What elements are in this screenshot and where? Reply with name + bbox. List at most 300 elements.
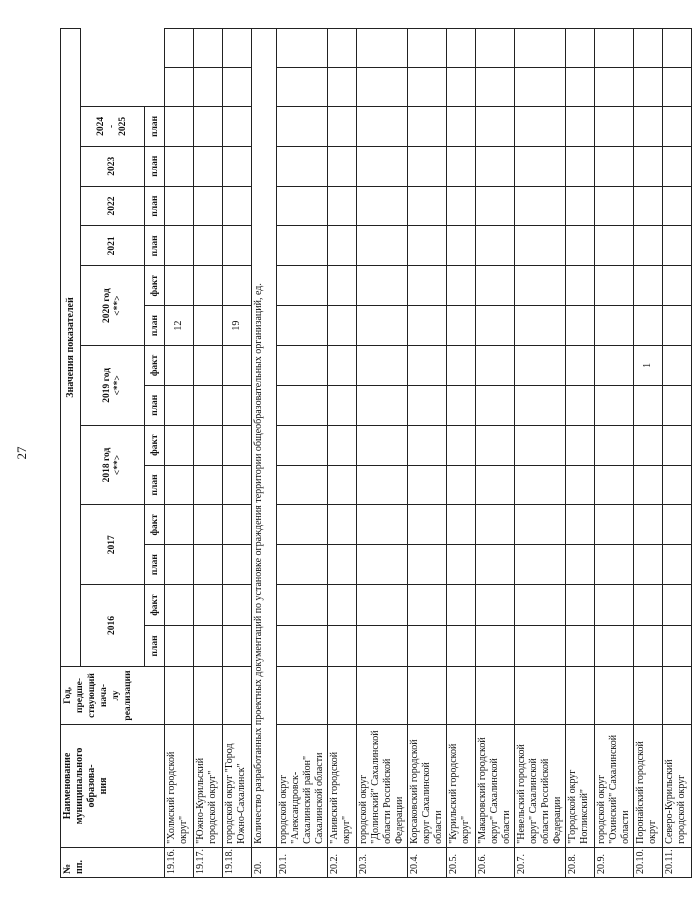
value-cell [634,425,663,465]
value-cell [515,666,566,724]
table-body [165,29,692,878]
value-cell [408,505,447,545]
plan-label: план [145,385,165,425]
value-cell [447,186,476,226]
value-cell [408,545,447,585]
plan-label: план [145,465,165,505]
value-cell [194,666,223,724]
value-cell [328,306,357,346]
value-cell [277,68,328,107]
fact-label: факт [145,266,165,306]
value-cell [277,505,328,545]
year-2020: 2020 год <**> [81,266,145,346]
fact-label: факт [145,425,165,465]
value-cell [223,545,252,585]
header-name: Наименование муниципального образова- ния [61,725,165,848]
value-cell [566,666,595,724]
value-cell [277,106,328,146]
value-cell [595,29,634,68]
value-cell [515,625,566,666]
value-cell [223,266,252,306]
value-cell [515,306,566,346]
municipality-name: "Южно-Курильский городской округ" [194,725,223,848]
value-cell [447,346,476,386]
value-cell [328,666,357,724]
value-cell [165,585,194,626]
value-cell [357,465,408,505]
value-cell [357,68,408,107]
value-cell [566,68,595,107]
municipality-name: "Курильский городской округ" [447,725,476,848]
value-cell [223,186,252,226]
value-cell [447,505,476,545]
value-cell [357,29,408,68]
value-cell [408,625,447,666]
value-cell [515,385,566,425]
table-row [476,29,515,878]
value-cell [595,186,634,226]
value-cell [328,385,357,425]
value-cell: 19 [223,306,252,346]
value-cell [595,146,634,186]
value-cell [194,545,223,585]
table-row [595,29,634,878]
value-cell [595,465,634,505]
value-cell [328,266,357,306]
value-cell [634,68,663,107]
value-cell [663,625,692,666]
value-cell [194,106,223,146]
value-cell [663,666,692,724]
value-cell [277,625,328,666]
value-cell [566,146,595,186]
value-cell [595,425,634,465]
value-cell [223,29,252,68]
value-cell [328,68,357,107]
municipality-name: городской округ "Александровск-Сахалинский район" Сахалинской области [277,725,328,848]
value-cell [566,505,595,545]
value-cell [515,226,566,266]
value-cell [663,505,692,545]
row-number: 19.17. [194,847,223,877]
value-cell [663,346,692,386]
value-cell [634,186,663,226]
value-cell [447,29,476,68]
value-cell [566,266,595,306]
table-row [408,29,447,878]
value-cell [165,106,194,146]
year-2017: 2017 [81,505,145,585]
value-cell [634,146,663,186]
row-number: 20.4. [408,847,447,877]
value-cell [165,186,194,226]
value-cell [277,465,328,505]
row-number: 20.10. [634,847,663,877]
value-cell [476,585,515,626]
value-cell [476,545,515,585]
value-cell [566,346,595,386]
value-cell [165,146,194,186]
municipality-name: городской округ "Охинский" Сахалинской области [595,725,634,848]
row-number: 20.11. [663,847,692,877]
value-cell [476,505,515,545]
value-cell [194,146,223,186]
value-cell [447,385,476,425]
value-cell [595,106,634,146]
value-cell [634,666,663,724]
plan-label: план [145,186,165,226]
value-cell [408,266,447,306]
table-header [61,29,165,878]
value-cell [328,425,357,465]
value-cell [595,306,634,346]
value-cell [408,68,447,107]
value-cell [165,625,194,666]
value-cell [663,29,692,68]
table-row [165,29,194,878]
value-cell [595,385,634,425]
value-cell [328,106,357,146]
value-cell [408,226,447,266]
row-number: 20.2. [328,847,357,877]
value-cell [277,666,328,724]
value-cell [357,585,408,626]
value-cell [595,666,634,724]
value-cell [357,425,408,465]
value-cell [447,306,476,346]
value-cell [328,545,357,585]
value-cell [165,545,194,585]
table-row [194,29,223,878]
value-cell [515,29,566,68]
value-cell [277,266,328,306]
value-cell [515,346,566,386]
value-cell [663,306,692,346]
value-cell [476,306,515,346]
value-cell [634,465,663,505]
value-cell [194,68,223,107]
value-cell [663,186,692,226]
table-row [515,29,566,878]
value-cell [357,306,408,346]
value-cell [634,306,663,346]
value-cell [223,146,252,186]
value-cell [634,625,663,666]
table-row [223,29,252,878]
value-cell [515,465,566,505]
row-number: 19.16. [165,847,194,877]
section-title: Количество разработанных проектных документаций по установке ограждения территории общеобразовательных организаций, ед. [252,29,277,848]
section-number: 20. [252,847,277,877]
row-number: 20.1. [277,847,328,877]
indicator-table [60,28,692,878]
value-cell [566,226,595,266]
value-cell [663,385,692,425]
value-cell [476,146,515,186]
value-cell [357,666,408,724]
row-number: 20.6. [476,847,515,877]
year-2024-2025: 2024 - 2025 [81,106,145,146]
value-cell [663,585,692,626]
value-cell [663,106,692,146]
value-cell [634,505,663,545]
value-cell [566,585,595,626]
value-cell [194,625,223,666]
value-cell [447,545,476,585]
value-cell [223,666,252,724]
value-cell [277,29,328,68]
value-cell [357,106,408,146]
value-cell [515,505,566,545]
value-cell [223,68,252,107]
value-cell [277,425,328,465]
value-cell [408,385,447,425]
table-row [663,29,692,878]
value-cell [408,666,447,724]
value-cell [663,465,692,505]
value-cell [663,425,692,465]
value-cell [476,266,515,306]
value-cell [165,29,194,68]
value-cell [357,146,408,186]
value-cell [566,186,595,226]
value-cell [277,146,328,186]
value-cell [476,385,515,425]
fact-label: факт [145,346,165,386]
table-row [277,29,328,878]
value-cell [447,425,476,465]
value-cell [328,346,357,386]
value-cell [223,505,252,545]
value-cell [408,346,447,386]
value-cell [447,666,476,724]
value-cell [447,585,476,626]
value-cell [408,106,447,146]
municipality-name: Северо-Курильский городской округ [663,725,692,848]
value-cell [277,385,328,425]
value-cell [165,666,194,724]
value-cell [165,425,194,465]
value-cell [357,505,408,545]
value-cell [277,226,328,266]
value-cell [566,385,595,425]
value-cell [328,146,357,186]
value-cell [328,186,357,226]
value-cell [357,625,408,666]
value-cell [328,29,357,68]
value-cell [663,545,692,585]
year-2022: 2022 [81,186,145,226]
plan-label: план [145,306,165,346]
value-cell [328,585,357,626]
municipality-name: городской округ "Долинский" Сахалинской области Российской Федерации [357,725,408,848]
value-cell: 1 [634,346,663,386]
value-cell [194,425,223,465]
value-cell [515,266,566,306]
plan-label: план [145,146,165,186]
value-cell [357,545,408,585]
value-cell [595,505,634,545]
municipality-name: "Макаровский городской округ" Сахалинской области [476,725,515,848]
value-cell [223,465,252,505]
value-cell [634,585,663,626]
value-cell [194,505,223,545]
value-cell [447,465,476,505]
value-cell [476,465,515,505]
value-cell [165,346,194,386]
row-number: 19.18. [223,847,252,877]
municipality-name: "Городской округ Ногликский" [566,725,595,848]
value-cell [663,68,692,107]
value-cell [165,385,194,425]
value-cell [447,266,476,306]
value-cell [476,68,515,107]
value-cell [515,106,566,146]
row-number: 20.3. [357,847,408,877]
value-cell [194,465,223,505]
value-cell [194,585,223,626]
value-cell [408,465,447,505]
value-cell [566,545,595,585]
row-number: 20.8. [566,847,595,877]
value-cell [408,425,447,465]
value-cell [663,266,692,306]
value-cell [328,226,357,266]
table-row [328,29,357,878]
value-cell [357,385,408,425]
value-cell: 12 [165,306,194,346]
value-cell [595,346,634,386]
value-cell [447,226,476,266]
value-cell [194,306,223,346]
value-cell [476,625,515,666]
value-cell [194,346,223,386]
value-cell [328,505,357,545]
value-cell [223,385,252,425]
value-cell [515,68,566,107]
municipality-name: "Холмский городской округ" [165,725,194,848]
value-cell [277,306,328,346]
municipality-name: городской округ "Город Южно-Сахалинск" [223,725,252,848]
value-cell [566,625,595,666]
value-cell [165,266,194,306]
value-cell [408,29,447,68]
value-cell [357,266,408,306]
value-cell [515,146,566,186]
value-cell [476,666,515,724]
value-cell [515,425,566,465]
row-number: 20.7. [515,847,566,877]
value-cell [447,625,476,666]
value-cell [223,625,252,666]
value-cell [223,226,252,266]
municipality-name: "Анивский городской округ" [328,725,357,848]
value-cell [634,106,663,146]
value-cell [595,266,634,306]
value-cell [515,186,566,226]
row-number: 20.9. [595,847,634,877]
year-2018: 2018 год <**> [81,425,145,505]
year-2019: 2019 год <**> [81,346,145,426]
value-cell [476,346,515,386]
plan-label: план [145,226,165,266]
table-row [634,29,663,878]
value-cell [566,106,595,146]
value-cell [194,186,223,226]
value-cell [634,545,663,585]
value-cell [408,585,447,626]
value-cell [408,146,447,186]
value-cell [165,68,194,107]
value-cell [165,505,194,545]
value-cell [447,106,476,146]
value-cell [595,625,634,666]
page-number: 27 [14,446,29,460]
fact-label: факт [145,585,165,626]
municipality-name: Корсаковский городской округ Сахалинской области [408,725,447,848]
value-cell [277,346,328,386]
value-cell [566,29,595,68]
value-cell [408,306,447,346]
year-2021: 2021 [81,226,145,266]
value-cell [595,545,634,585]
value-cell [595,68,634,107]
value-cell [194,385,223,425]
value-cell [223,106,252,146]
value-cell [223,425,252,465]
plan-label: план [145,625,165,666]
value-cell [476,29,515,68]
value-cell [357,186,408,226]
value-cell [566,465,595,505]
row-number: 20.5. [447,847,476,877]
year-2016: 2016 [81,585,145,667]
value-cell [566,425,595,465]
header-values-group: Значения показателей [61,29,81,667]
rotated-table-container [60,28,687,878]
value-cell [165,226,194,266]
value-cell [357,346,408,386]
value-cell [328,465,357,505]
header-year-prior: Год, предше- ствующий нача- лу реализации [61,666,165,724]
value-cell [194,29,223,68]
value-cell [357,226,408,266]
value-cell [634,29,663,68]
value-cell [194,266,223,306]
value-cell [634,266,663,306]
plan-label: план [145,545,165,585]
value-cell [634,226,663,266]
value-cell [408,186,447,226]
value-cell [277,545,328,585]
table-row [447,29,476,878]
value-cell [223,346,252,386]
value-cell [476,106,515,146]
value-cell [194,226,223,266]
header-num: № пп. [61,847,165,877]
value-cell [476,226,515,266]
year-2023: 2023 [81,146,145,186]
value-cell [515,585,566,626]
value-cell [223,585,252,626]
municipality-name: Поронайский городской округ [634,725,663,848]
value-cell [566,306,595,346]
table-row [566,29,595,878]
value-cell [663,226,692,266]
value-cell [277,186,328,226]
value-cell [165,465,194,505]
table-row [357,29,408,878]
